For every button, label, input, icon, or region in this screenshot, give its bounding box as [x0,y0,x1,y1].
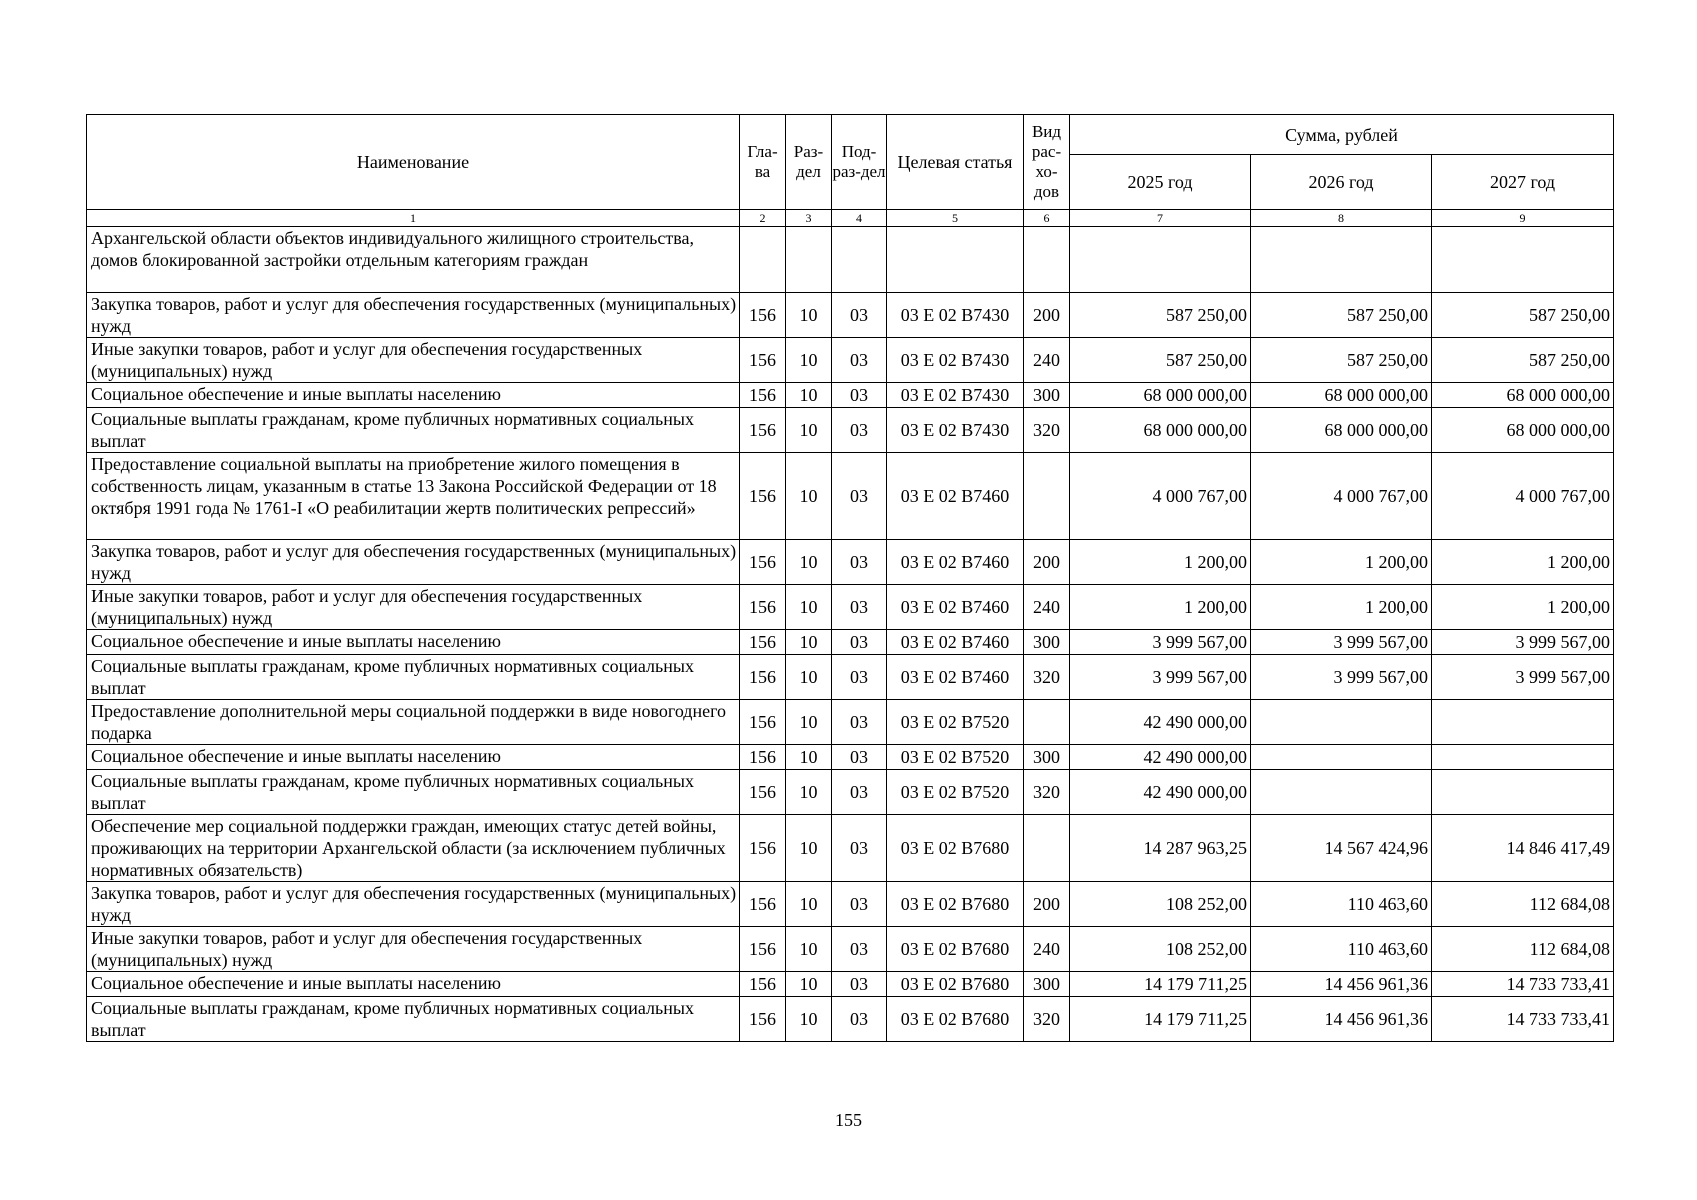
cell-name: Предоставление дополнительной меры социальной поддержки в виде новогоднего подарка [87,700,740,745]
cell-amount-2026: 14 456 961,36 [1251,997,1432,1042]
cell-amount-2026: 1 200,00 [1251,585,1432,630]
cell-target: 03 Е 02 В7680 [887,927,1024,972]
cell-target: 03 Е 02 В7680 [887,972,1024,997]
cell-amount-2026: 68 000 000,00 [1251,383,1432,408]
column-index-row [87,210,1614,227]
cell-section: 10 [786,700,832,745]
column-index-cell: 8 [1251,210,1432,227]
cell-amount-2027: 68 000 000,00 [1432,408,1614,453]
cell-amount-2027: 14 733 733,41 [1432,997,1614,1042]
table-row [87,655,1614,700]
header-expense-type: Вид рас-хо-дов [1024,115,1070,210]
cell-section: 10 [786,293,832,338]
table-row [87,540,1614,585]
cell-expense-type [1024,815,1070,882]
column-index-cell: 1 [87,210,740,227]
cell-chapter: 156 [740,540,786,585]
cell-chapter: 156 [740,745,786,770]
cell-section: 10 [786,655,832,700]
cell-amount-2026: 110 463,60 [1251,882,1432,927]
cell-amount-2027: 1 200,00 [1432,585,1614,630]
cell-amount-2027 [1432,700,1614,745]
cell-target: 03 Е 02 В7460 [887,655,1024,700]
cell-target: 03 Е 02 В7680 [887,882,1024,927]
cell-target: 03 Е 02 В7430 [887,338,1024,383]
cell-section: 10 [786,770,832,815]
cell-amount-2025: 1 200,00 [1070,585,1251,630]
column-index-cell: 6 [1024,210,1070,227]
cell-section: 10 [786,453,832,540]
cell-target: 03 Е 02 В7430 [887,408,1024,453]
table-row [87,927,1614,972]
cell-target [887,227,1024,293]
cell-amount-2027: 4 000 767,00 [1432,453,1614,540]
cell-subsection: 03 [832,630,887,655]
cell-chapter: 156 [740,453,786,540]
header-sum: Сумма, рублей [1070,115,1614,155]
cell-section: 10 [786,585,832,630]
cell-expense-type: 320 [1024,770,1070,815]
cell-name: Иные закупки товаров, работ и услуг для обеспечения государственных (муниципальных) нужд [87,927,740,972]
table-row [87,408,1614,453]
cell-name: Иные закупки товаров, работ и услуг для обеспечения государственных (муниципальных) нужд [87,338,740,383]
cell-chapter: 156 [740,293,786,338]
cell-subsection: 03 [832,383,887,408]
cell-target: 03 Е 02 В7680 [887,815,1024,882]
header-year-2027: 2027 год [1432,155,1614,210]
cell-amount-2025 [1070,227,1251,293]
cell-target: 03 Е 02 В7520 [887,700,1024,745]
table-row [87,745,1614,770]
column-index-cell: 5 [887,210,1024,227]
cell-amount-2026: 1 200,00 [1251,540,1432,585]
cell-chapter: 156 [740,770,786,815]
column-index-cell: 3 [786,210,832,227]
cell-subsection: 03 [832,338,887,383]
cell-amount-2025: 14 287 963,25 [1070,815,1251,882]
cell-section: 10 [786,540,832,585]
cell-subsection: 03 [832,882,887,927]
cell-expense-type: 300 [1024,972,1070,997]
header-name: Наименование [87,115,740,210]
cell-chapter: 156 [740,655,786,700]
cell-amount-2025: 68 000 000,00 [1070,383,1251,408]
cell-amount-2027: 3 999 567,00 [1432,655,1614,700]
cell-subsection: 03 [832,700,887,745]
cell-amount-2025: 42 490 000,00 [1070,700,1251,745]
cell-amount-2025: 3 999 567,00 [1070,630,1251,655]
cell-amount-2026: 3 999 567,00 [1251,630,1432,655]
table-row [87,293,1614,338]
cell-target: 03 Е 02 В7430 [887,293,1024,338]
cell-amount-2025: 42 490 000,00 [1070,745,1251,770]
cell-chapter: 156 [740,882,786,927]
cell-subsection: 03 [832,408,887,453]
cell-section: 10 [786,997,832,1042]
cell-subsection: 03 [832,815,887,882]
column-index-cell: 9 [1432,210,1614,227]
column-index-cell: 2 [740,210,786,227]
cell-expense-type: 200 [1024,882,1070,927]
cell-amount-2027: 112 684,08 [1432,882,1614,927]
cell-amount-2027: 1 200,00 [1432,540,1614,585]
cell-amount-2026 [1251,745,1432,770]
cell-name: Закупка товаров, работ и услуг для обеспечения государственных (муниципальных) нужд [87,882,740,927]
cell-name: Социальное обеспечение и иные выплаты населению [87,745,740,770]
cell-amount-2026: 3 999 567,00 [1251,655,1432,700]
header-chapter: Гла-ва [740,115,786,210]
cell-expense-type: 240 [1024,927,1070,972]
cell-chapter: 156 [740,700,786,745]
cell-section: 10 [786,815,832,882]
cell-subsection: 03 [832,540,887,585]
table-row [87,700,1614,745]
cell-name: Социальные выплаты гражданам, кроме публичных нормативных социальных выплат [87,655,740,700]
cell-subsection: 03 [832,655,887,700]
cell-target: 03 Е 02 В7520 [887,745,1024,770]
cell-expense-type [1024,453,1070,540]
cell-amount-2026: 14 567 424,96 [1251,815,1432,882]
cell-section: 10 [786,383,832,408]
column-index-cell: 7 [1070,210,1251,227]
cell-expense-type: 240 [1024,585,1070,630]
cell-subsection: 03 [832,927,887,972]
cell-amount-2027: 587 250,00 [1432,293,1614,338]
cell-expense-type: 240 [1024,338,1070,383]
cell-chapter: 156 [740,815,786,882]
cell-section: 10 [786,972,832,997]
table-row [87,383,1614,408]
cell-expense-type: 300 [1024,630,1070,655]
cell-name: Социальное обеспечение и иные выплаты населению [87,630,740,655]
cell-amount-2025: 42 490 000,00 [1070,770,1251,815]
table-row [87,585,1614,630]
cell-chapter [740,227,786,293]
cell-amount-2025: 108 252,00 [1070,927,1251,972]
cell-amount-2026: 4 000 767,00 [1251,453,1432,540]
cell-section: 10 [786,630,832,655]
cell-amount-2027 [1432,770,1614,815]
cell-amount-2027: 3 999 567,00 [1432,630,1614,655]
cell-amount-2026: 110 463,60 [1251,927,1432,972]
cell-name: Закупка товаров, работ и услуг для обеспечения государственных (муниципальных) нужд [87,540,740,585]
cell-amount-2027 [1432,227,1614,293]
cell-chapter: 156 [740,630,786,655]
cell-subsection: 03 [832,972,887,997]
cell-chapter: 156 [740,408,786,453]
cell-subsection: 03 [832,770,887,815]
cell-expense-type: 300 [1024,745,1070,770]
cell-amount-2026: 14 456 961,36 [1251,972,1432,997]
cell-name: Социальное обеспечение и иные выплаты населению [87,972,740,997]
cell-amount-2027: 587 250,00 [1432,338,1614,383]
cell-amount-2027: 68 000 000,00 [1432,383,1614,408]
table-row [87,815,1614,882]
cell-chapter: 156 [740,585,786,630]
cell-amount-2027: 112 684,08 [1432,927,1614,972]
cell-subsection: 03 [832,745,887,770]
table-row [87,227,1614,293]
cell-target: 03 Е 02 В7460 [887,585,1024,630]
cell-expense-type [1024,227,1070,293]
cell-amount-2025: 4 000 767,00 [1070,453,1251,540]
cell-amount-2025: 108 252,00 [1070,882,1251,927]
table-row [87,630,1614,655]
cell-chapter: 156 [740,927,786,972]
cell-target: 03 Е 02 В7460 [887,540,1024,585]
cell-name: Социальные выплаты гражданам, кроме публичных нормативных социальных выплат [87,770,740,815]
cell-name: Социальные выплаты гражданам, кроме публичных нормативных социальных выплат [87,408,740,453]
cell-amount-2026 [1251,227,1432,293]
table-row [87,453,1614,540]
budget-table [86,114,1614,1042]
column-index-cell: 4 [832,210,887,227]
cell-amount-2027: 14 846 417,49 [1432,815,1614,882]
cell-section: 10 [786,338,832,383]
cell-target: 03 Е 02 В7460 [887,453,1024,540]
cell-amount-2026 [1251,770,1432,815]
cell-chapter: 156 [740,972,786,997]
table-body [87,227,1614,1042]
cell-expense-type: 200 [1024,540,1070,585]
cell-chapter: 156 [740,383,786,408]
header-subsection: Под-раз-дел [832,115,887,210]
cell-amount-2026: 68 000 000,00 [1251,408,1432,453]
cell-name: Социальное обеспечение и иные выплаты населению [87,383,740,408]
cell-subsection: 03 [832,293,887,338]
table-row [87,972,1614,997]
table-row [87,770,1614,815]
cell-amount-2026: 587 250,00 [1251,338,1432,383]
cell-expense-type: 320 [1024,655,1070,700]
cell-amount-2025: 3 999 567,00 [1070,655,1251,700]
cell-amount-2025: 68 000 000,00 [1070,408,1251,453]
page-number: 155 [835,1110,862,1130]
cell-name: Закупка товаров, работ и услуг для обеспечения государственных (муниципальных) нужд [87,293,740,338]
cell-expense-type: 320 [1024,997,1070,1042]
cell-section: 10 [786,927,832,972]
cell-chapter: 156 [740,997,786,1042]
cell-target: 03 Е 02 В7460 [887,630,1024,655]
cell-subsection: 03 [832,453,887,540]
cell-target: 03 Е 02 В7680 [887,997,1024,1042]
cell-expense-type: 200 [1024,293,1070,338]
cell-chapter: 156 [740,338,786,383]
cell-name: Иные закупки товаров, работ и услуг для обеспечения государственных (муниципальных) нужд [87,585,740,630]
cell-amount-2027 [1432,745,1614,770]
cell-expense-type: 320 [1024,408,1070,453]
header-year-2025: 2025 год [1070,155,1251,210]
cell-section [786,227,832,293]
cell-amount-2026: 587 250,00 [1251,293,1432,338]
cell-name: Обеспечение мер социальной поддержки граждан, имеющих статус детей войны, проживающих на территории Архангельской области (за исключением публичных нормативных обязательств) [87,815,740,882]
table-row [87,997,1614,1042]
cell-subsection [832,227,887,293]
header-year-2026: 2026 год [1251,155,1432,210]
cell-amount-2025: 14 179 711,25 [1070,972,1251,997]
header-section: Раз-дел [786,115,832,210]
cell-subsection: 03 [832,585,887,630]
cell-amount-2026 [1251,700,1432,745]
cell-amount-2025: 14 179 711,25 [1070,997,1251,1042]
table-row [87,338,1614,383]
cell-amount-2025: 1 200,00 [1070,540,1251,585]
cell-subsection: 03 [832,997,887,1042]
cell-section: 10 [786,408,832,453]
cell-name: Архангельской области объектов индивидуального жилищного строительства, домов блокированной застройки отдельным категориям граждан [87,227,740,293]
cell-amount-2025: 587 250,00 [1070,293,1251,338]
cell-name: Социальные выплаты гражданам, кроме публичных нормативных социальных выплат [87,997,740,1042]
cell-target: 03 Е 02 В7520 [887,770,1024,815]
cell-amount-2025: 587 250,00 [1070,338,1251,383]
cell-expense-type: 300 [1024,383,1070,408]
cell-section: 10 [786,745,832,770]
cell-amount-2027: 14 733 733,41 [1432,972,1614,997]
cell-name: Предоставление социальной выплаты на приобретение жилого помещения в собственность лицам, указанным в статье 13 Закона Российской Федерации от 18 октября 1991 года № 1761-I «О реабилитации жертв политических репрессий» [87,453,740,540]
table-row [87,882,1614,927]
header-target: Целевая статья [887,115,1024,210]
cell-expense-type [1024,700,1070,745]
cell-section: 10 [786,882,832,927]
cell-target: 03 Е 02 В7430 [887,383,1024,408]
